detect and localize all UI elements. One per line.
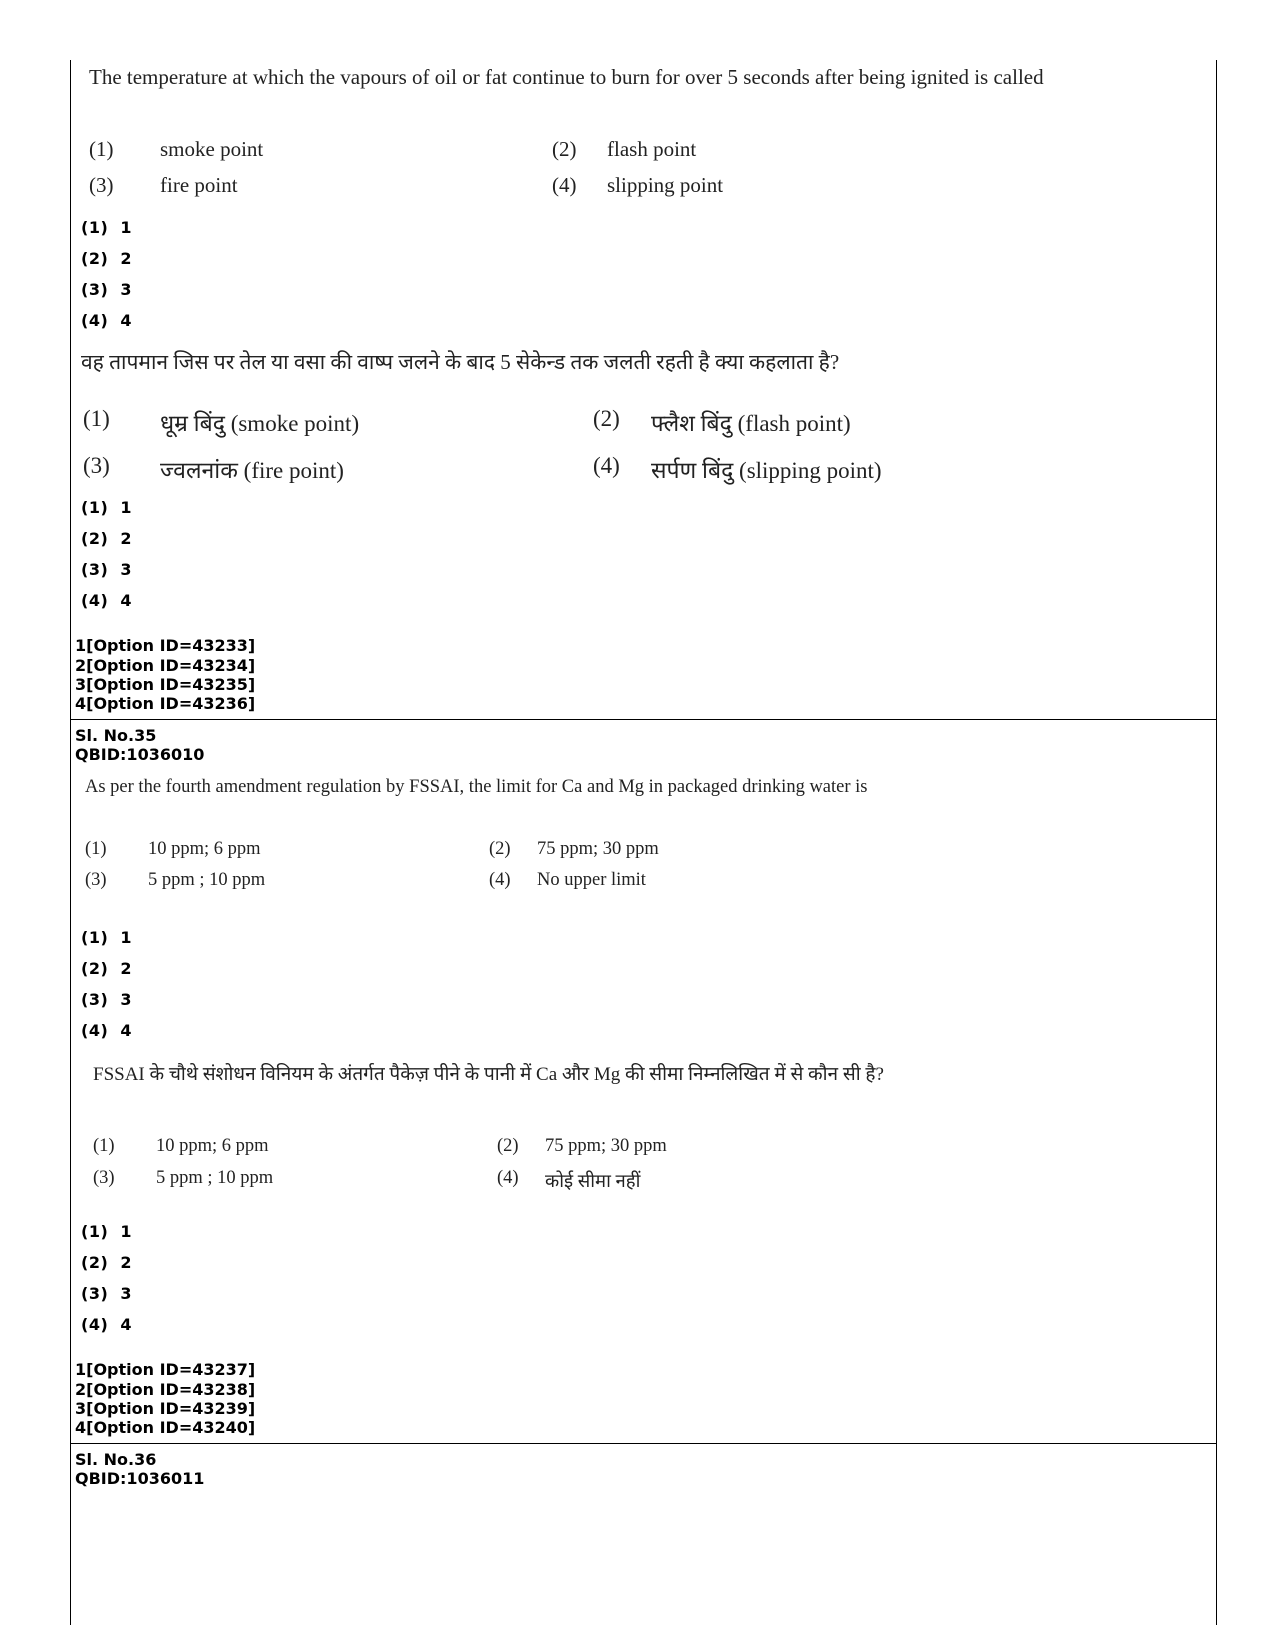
q35-en-answer-1: (1) 1 bbox=[81, 928, 133, 947]
q34-hi-opt4-text: सर्पण बिंदु (slipping point) bbox=[651, 458, 882, 483]
q36-qbid: QBID:1036011 bbox=[75, 1469, 205, 1488]
q35-en-opt1-text: 10 ppm; 6 ppm bbox=[148, 839, 261, 859]
q34-hi-opt4-num: (4) bbox=[593, 453, 620, 478]
q35-option-id-2: 2[Option ID=43238] bbox=[75, 1380, 256, 1399]
q34-option-id-3: 3[Option ID=43235] bbox=[75, 675, 256, 694]
q34-en-opt1-text: smoke point bbox=[160, 137, 264, 161]
q35-en-opt4-text: No upper limit bbox=[537, 870, 646, 890]
q35-hi-answer-4: (4) 4 bbox=[81, 1315, 133, 1334]
q34-en-opt4-text: slipping point bbox=[607, 173, 724, 197]
q34-hi-opt1-text: धूम्र बिंदु (smoke point) bbox=[160, 411, 360, 436]
q35-hi-opt2-text: 75 ppm; 30 ppm bbox=[545, 1136, 667, 1156]
q35-qbid: QBID:1036010 bbox=[75, 745, 205, 764]
section-divider bbox=[71, 719, 1216, 720]
q35-hi-opt3-num: (3) bbox=[93, 1168, 115, 1188]
q34-hi-opt1-num: (1) bbox=[83, 406, 110, 431]
q35-hi-opt2-num: (2) bbox=[497, 1136, 519, 1156]
q34-option-id-4: 4[Option ID=43236] bbox=[75, 694, 256, 713]
q34-option-id-2: 2[Option ID=43234] bbox=[75, 656, 256, 675]
q34-hi-answer-1: (1) 1 bbox=[81, 498, 133, 517]
q35-en-answer-4: (4) 4 bbox=[81, 1021, 133, 1040]
q35-hi-opt1-num: (1) bbox=[93, 1136, 115, 1156]
q35-en-opt1-num: (1) bbox=[85, 839, 107, 859]
q34-question-en: The temperature at which the vapours of oil or fat continue to burn for over 5 seconds after being ignited is called bbox=[89, 65, 1044, 89]
q34-hi-answer-3: (3) 3 bbox=[81, 560, 133, 579]
q35-en-answer-3: (3) 3 bbox=[81, 990, 133, 1009]
q35-option-id-1: 1[Option ID=43237] bbox=[75, 1360, 256, 1379]
q35-serial-number: Sl. No.35 bbox=[75, 726, 157, 745]
q34-en-opt3-num: (3) bbox=[89, 173, 114, 197]
q35-option-id-4: 4[Option ID=43240] bbox=[75, 1418, 256, 1437]
question-paper-frame bbox=[70, 60, 1217, 1625]
q35-en-opt4-num: (4) bbox=[489, 870, 511, 890]
q34-hi-answer-4: (4) 4 bbox=[81, 591, 133, 610]
q35-en-opt2-text: 75 ppm; 30 ppm bbox=[537, 839, 659, 859]
q35-question-en: As per the fourth amendment regulation by FSSAI, the limit for Ca and Mg in packaged drinking water is bbox=[85, 777, 868, 797]
q35-question-hi: FSSAI के चौथे संशोधन विनियम के अंतर्गत पैकेज़ पीने के पानी में Ca और Mg की सीमा निम्नलिखित में से कौन सी है? bbox=[93, 1064, 884, 1085]
q34-hi-opt2-text: फ्लैश बिंदु (flash point) bbox=[651, 411, 851, 436]
q35-en-opt3-text: 5 ppm ; 10 ppm bbox=[148, 870, 266, 890]
q35-hi-opt1-text: 10 ppm; 6 ppm bbox=[156, 1136, 269, 1156]
q35-hi-answer-2: (2) 2 bbox=[81, 1253, 133, 1272]
q35-en-opt3-num: (3) bbox=[85, 870, 107, 890]
q34-en-opt2-text: flash point bbox=[607, 137, 697, 161]
q35-hi-answer-3: (3) 3 bbox=[81, 1284, 133, 1303]
q34-hi-answer-2: (2) 2 bbox=[81, 529, 133, 548]
q34-option-id-1: 1[Option ID=43233] bbox=[75, 636, 256, 655]
q34-en-opt1-num: (1) bbox=[89, 137, 114, 161]
q34-hi-opt3-num: (3) bbox=[83, 453, 110, 478]
q34-en-answer-3: (3) 3 bbox=[81, 280, 133, 299]
q35-hi-answer-1: (1) 1 bbox=[81, 1222, 133, 1241]
q36-serial-number: Sl. No.36 bbox=[75, 1450, 157, 1469]
q34-hi-opt3-text: ज्वलनांक (fire point) bbox=[160, 458, 344, 483]
q35-hi-opt4-num: (4) bbox=[497, 1168, 519, 1188]
section-divider bbox=[71, 1443, 1216, 1444]
q34-en-answer-2: (2) 2 bbox=[81, 249, 133, 268]
q34-en-opt4-num: (4) bbox=[552, 173, 577, 197]
q35-hi-opt4-text: कोई सीमा नहीं bbox=[545, 1172, 641, 1192]
q35-en-opt2-num: (2) bbox=[489, 839, 511, 859]
q35-hi-opt3-text: 5 ppm ; 10 ppm bbox=[156, 1168, 274, 1188]
q35-option-id-3: 3[Option ID=43239] bbox=[75, 1399, 256, 1418]
q34-hi-opt2-num: (2) bbox=[593, 406, 620, 431]
q34-en-answer-4: (4) 4 bbox=[81, 311, 133, 330]
q34-en-opt2-num: (2) bbox=[552, 137, 577, 161]
q34-question-hi: वह तापमान जिस पर तेल या वसा की वाष्प जलने के बाद 5 सेकेन्ड तक जलती रहती है क्या कहलाता है? bbox=[81, 350, 840, 374]
q35-en-answer-2: (2) 2 bbox=[81, 959, 133, 978]
q34-en-opt3-text: fire point bbox=[160, 173, 238, 197]
q34-en-answer-1: (1) 1 bbox=[81, 218, 133, 237]
